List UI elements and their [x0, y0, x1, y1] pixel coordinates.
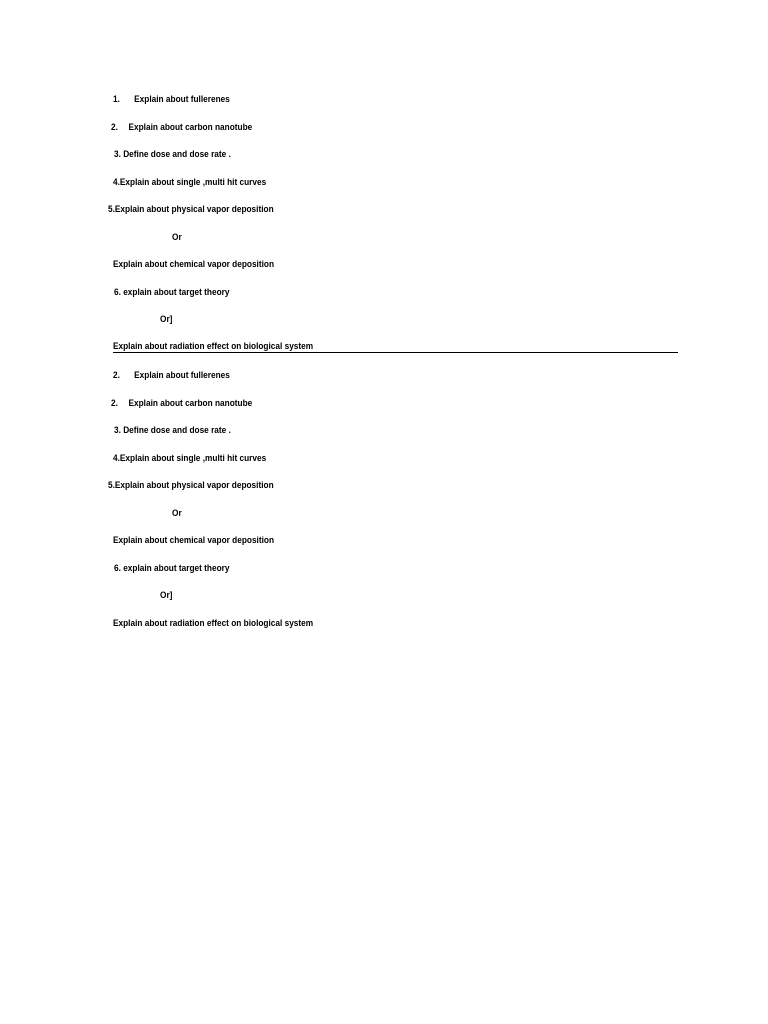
question-4: 4.Explain about single ,multi hit curves [113, 453, 267, 463]
question-5: 5.Explain about physical vapor deposition [108, 204, 274, 214]
question-4: 4.Explain about single ,multi hit curves [113, 177, 267, 187]
question-5-alternative: Explain about chemical vapor deposition [113, 259, 275, 269]
question-6: 6. explain about target theory [114, 287, 230, 297]
question-6: 6. explain about target theory [114, 563, 230, 573]
question-6-alternative: Explain about radiation effect on biological system [113, 341, 314, 351]
or-separator-2: Or] [160, 314, 173, 324]
question-3: 3. Define dose and dose rate . [114, 149, 231, 159]
question-1-text: Explain about fullerenes [134, 94, 230, 104]
or-separator-2: Or] [160, 590, 173, 600]
question-2-number: 2. [111, 398, 118, 408]
question-1 [113, 370, 230, 381]
question-5-alternative: Explain about chemical vapor deposition [113, 535, 275, 545]
question-1-number: 1. [113, 94, 120, 104]
question-5: 5.Explain about physical vapor deposition [108, 480, 274, 490]
question-2 [111, 122, 252, 133]
question-1-text: Explain about fullerenes [134, 370, 230, 380]
or-separator-1: Or [172, 232, 182, 242]
section-divider [113, 352, 678, 353]
question-2 [111, 398, 252, 409]
question-2-text: Explain about carbon nanotube [128, 122, 253, 132]
question-1 [113, 94, 230, 105]
question-6-alternative: Explain about radiation effect on biological system [113, 618, 314, 628]
question-3: 3. Define dose and dose rate . [114, 425, 231, 435]
or-separator-1: Or [172, 508, 182, 518]
question-1-number: 2. [113, 370, 120, 380]
question-2-number: 2. [111, 122, 118, 132]
question-2-text: Explain about carbon nanotube [128, 398, 253, 408]
